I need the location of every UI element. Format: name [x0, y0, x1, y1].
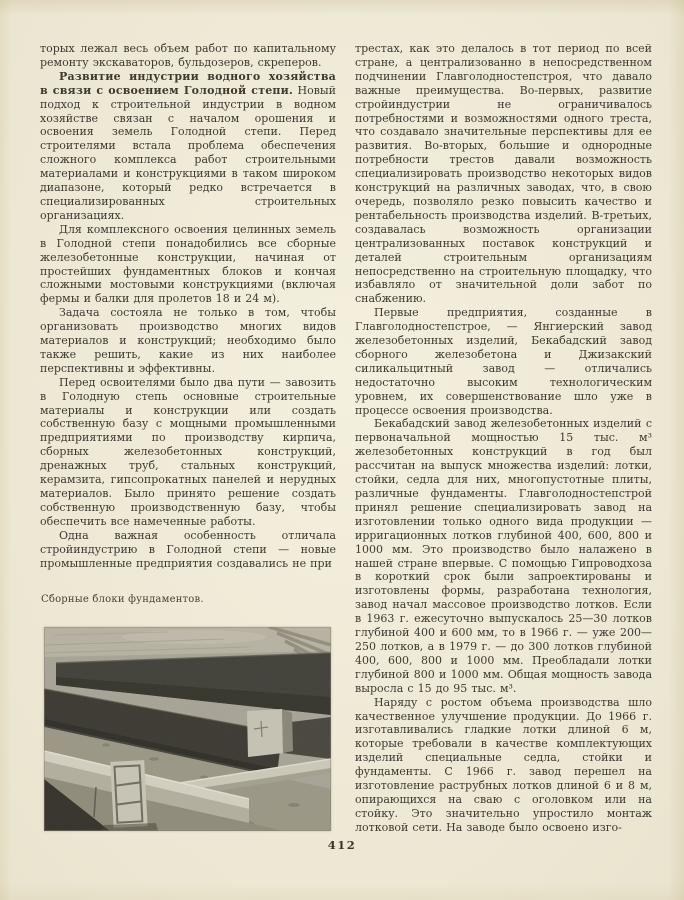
paragraph: Перед освоителями было два пути — завозить в Голодную степь основные строительные материалы и конструкции или создать собственную базу с мощными промышленными предприятиями по производству кирпича, сборных железобетонных конструкций, дренажных труб, стальных конструкций, керамзита, гипсопрокатных панелей и нерудных материалов. Было принято решение создать собственную производственную базу, чтобы обеспечить все намеченные работы.: [40, 375, 336, 528]
foundation-blocks-photo: [44, 627, 331, 831]
paragraph: Одна важная особенность отличала стройиндустрию в Голодной степи — новые промышленные предприятия создавались не при: [40, 528, 336, 570]
paragraph-with-heading: [40, 70, 336, 223]
paragraph-continuation: трестах, как это делалось в тот период по всей стране, а централизованно в непосредственном подчинении Главголодностепстроя, что давало важные преимущества. Во-первых, развитие стройиндустрии не ограничивалось потребностями и возможностями одного треста, что создавало значительные перспективы для ее развития. Во-вторых, большие и однородные потребности трестов давали возможность специализировать производство некоторых видов конструкций на различных заводах, что, в свою очередь, позволяло резко повысить качество и рентабельность производства изделий. В-третьих, создавалась возможность организации централизованных поставок конструкций и деталей строительным организациям непосредственно на строительную площадку, что избавляло от значительной доли забот по снабжению.: [355, 42, 652, 306]
right-column: [355, 42, 652, 835]
paragraph-continuation: торых лежал весь объем работ по капитальному ремонту экскаваторов, бульдозеров, скреперов.: [40, 42, 336, 69]
paragraph: Первые предприятия, созданные в Главголодностепстрое, — Янгиерский завод железобетонных изделий, Бекабадский завод сборного железобетона и Джизакский силикальцитный завод — отличались недостаточно высоким технологическим уровнем, их совершенствование шло уже в процессе освоения производства.: [355, 306, 652, 417]
paragraph: Наряду с ростом объема производства шло качественное улучшение продукции. До 1966 г. изготавливались гладкие лотки длиной 6 м, которые требовали в качестве комплектующих изделий специальные седла, стойки и фундаменты. С 1966 г. завод перешел на изготовление раструбных лотков длиной 6 и 8 м, опирающихся на сваю с оголовком или на стойку. Это значительно упростило монтаж лотковой сети. На заводе было освоено изго-: [355, 695, 652, 834]
heading-paragraph-text: Новый подход к строительной индустрии в водном хозяйстве связан с началом орошения и освоения земель Голодной степи. Перед строителями встала проблема обеспечения сложного комплекса работ строительными материалами и конструкциями в таком широком диапазоне, который редко встречается в специализированных строительных организациях.: [40, 83, 336, 222]
section-heading: Развитие индустрии водного хозяйства в связи с освоением Голодной степи.: [40, 69, 336, 97]
photo-grain: [44, 627, 331, 831]
paragraph: Задача состояла не только в том, чтобы организовать производство многих видов материалов и конструкций; необходимо было также решить, какие из них наиболее перспективны и эффективны.: [40, 306, 336, 375]
paragraph: Для комплексного освоения целинных земель в Голодной степи понадобились все сборные железобетонные конструкции, начиная от простейших фундаментных блоков и кончая сложными мостовыми конструкциями (включая фермы и балки для пролетов 18 и 24 м).: [40, 222, 336, 306]
photo-caption: Сборные блоки фундаментов.: [41, 594, 204, 605]
paragraph: Бекабадский завод железобетонных изделий с первоначальной мощностью 15 тыс. м³ железобетонных конструкций в год был рассчитан на выпуск множества изделий: лотки, стойки, седла для них, многопустотные плиты, различные фундаменты. Главголодностепстрой принял решение специализировать завод на изготовлении только одного вида продукции — ирригационных лотков глубиной 400, 600, 800 и 1000 мм. Это производство было налажено в нашей стране впервые. С помощью Гипроводхоза в короткий срок были запроектированы и изготовлены формы, разработана технология, завод начал массовое производство лотков. Если в 1963 г. ежесуточно выпускалось 25—30 лотков глубиной 400 и 600 мм, то в 1966 г. — уже 200—250 лотков, а в 1979 г. — до 300 лотков глубиной 400, 600, 800 и 1000 мм. Преобладали лотки глубиной 800 и 1000 мм. Общая мощность завода выросла с 15 до 95 тыс. м³.: [355, 417, 652, 695]
page-number: 412: [327, 838, 357, 852]
